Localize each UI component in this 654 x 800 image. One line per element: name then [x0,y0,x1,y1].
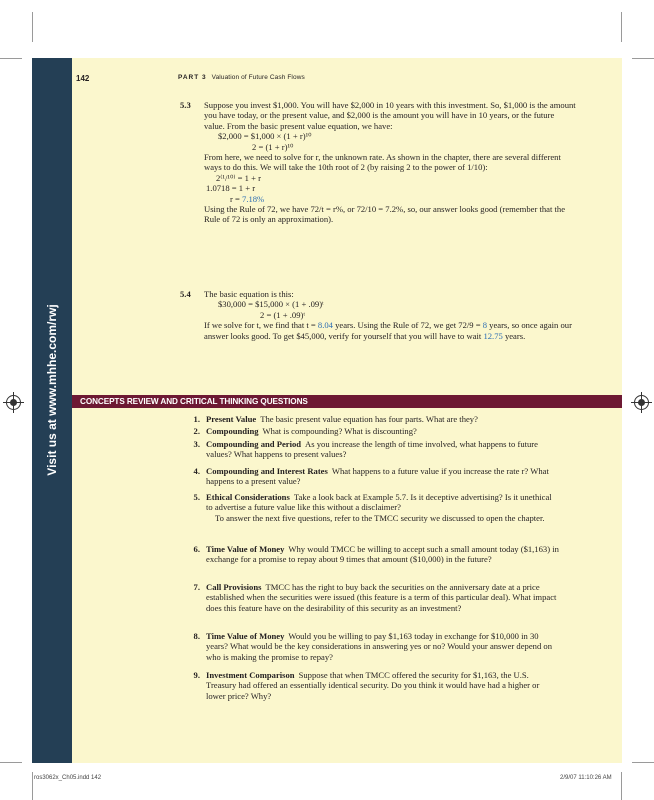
running-head [178,74,305,81]
equation [204,194,576,204]
crop-mark [32,772,33,800]
solution-number: 5.4 [180,289,191,299]
question-text: Would you be willing to pay $1,163 today in exchange for $10,000 in 30 years? What would be the key considerations in answering yes or no? Would your answer depend on who is making the promise to repay? [206,631,552,662]
question-title: Present Value [206,414,257,424]
question-title: Time Value of Money [206,544,285,554]
crop-mark [0,762,22,763]
crop-mark [32,12,33,42]
question-item [188,439,560,460]
solution-paragraph: If we solve for t, we find that t = 8.04 years. Using the Rule of 72, we get 72/9 = 8 years, so once again our answer looks good. To get $45,000, verify for yourself that you will have to wait 12.75 years. [204,320,572,341]
footer-file-name: ros3062x_Ch05.indd 142 [34,775,102,781]
solution-paragraph: Suppose you invest $1,000. You will have $2,000 in 10 years with this investment. So, $1,000 is the amount you have today, or the present value, and $2,000 is the amount you will have in 10 years, or the future value. From the basic present value equation, we have: [204,100,576,131]
crop-mark [632,58,654,59]
equation: $2,000 = $1,000 × (1 + r)¹⁰ [218,131,312,142]
question-title: Compounding [206,426,259,436]
question-item [188,466,560,487]
solution-paragraph: From here, we need to solve for r, the unknown rate. As shown in the chapter, there are several different ways to do this. We will take the 10th root of 2 (by raising 2 to the power of 1/10): [204,152,561,173]
equation: 2 = (1 + r)¹⁰ [252,141,294,152]
registration-mark-icon [634,395,649,410]
question-number: 8. [193,631,200,641]
question-number: 1. [193,414,200,424]
question-item [188,492,560,523]
question-title: Call Provisions [206,582,262,592]
question-number: 6. [193,544,200,554]
equation: 1.0718 = 1 + r [206,183,256,194]
question-title: Compounding and Period [206,439,302,449]
section-banner: CONCEPTS REVIEW AND CRITICAL THINKING QUESTIONS [72,395,622,408]
question-text: Take a look back at Example 5.7. Is it deceptive advertising? Is it unethical to advertise a future value like this without a disclaimer? [206,492,552,513]
question-text: As you increase the length of time involved, what happens to future values? What happens to present values? [206,439,538,460]
question-title: Investment Comparison [206,670,295,680]
question-title: Time Value of Money [206,631,285,641]
solution-paragraph: Using the Rule of 72, we have 72/t = r%, or 72/10 = 7.2%, so, our answer looks good (remember that the Rule of 72 is only an approximation). [204,204,566,225]
registration-mark-icon [6,395,21,410]
question-item [188,582,560,613]
solution-paragraph: The basic equation is this: [204,289,294,299]
question-item [188,631,560,662]
answer-value: 12.75 [483,330,503,341]
answer-value: 7.18% [242,193,265,204]
equation: 2 = (1 + .09)ᵗ [260,309,305,320]
question-text: TMCC has the right to buy back the securities on the anniversary date at a price established when the securities were issued (this feature is a term of this particular deal). What impact does this feature have on the desirability of this security as an investment? [206,582,557,613]
question-item [188,670,560,701]
crop-mark [632,762,654,763]
equation: $30,000 = $15,000 × (1 + .09)ᵗ [218,299,324,310]
sidebar-url-text: Visit us at www.mhhe.com/rwj [45,304,59,476]
question-number: 2. [193,426,200,436]
question-title: Ethical Considerations [206,492,290,502]
question-number: 7. [193,582,200,592]
footer-timestamp: 2/9/07 11:10:26 AM [560,775,612,781]
question-item [188,544,560,565]
part-label: PART 3 [178,74,207,81]
crop-mark [621,12,622,42]
question-item [188,426,560,436]
question-text: The basic present value equation has four parts. What are they? [260,414,478,424]
question-number: 4. [193,466,200,476]
question-title: Compounding and Interest Rates [206,466,328,476]
equation: 2⁽¹/¹⁰⁾ = 1 + r [216,172,261,183]
question-note: To answer the next five questions, refer to the TMCC security we discussed to open the chapter. [215,512,545,523]
question-text: What happens to a future value if you increase the rate r? What happens to a present value? [206,466,549,487]
page-number: 142 [76,74,90,83]
crop-mark [621,772,622,800]
question-text: Why would TMCC be willing to accept such a small amount today ($1,163) in exchange for a promise to repay about 9 times that amount ($10,000) in the future? [206,544,559,565]
question-number: 5. [193,492,200,502]
question-number: 3. [193,439,200,449]
solution-number: 5.3 [180,100,191,110]
answer-value: 8 [482,320,487,331]
question-item [188,414,560,424]
question-number: 9. [193,670,200,680]
question-text: What is compounding? What is discounting? [262,426,417,436]
equation-text: r = [230,193,243,204]
question-text: Suppose that when TMCC offered the security for $1,163, the U.S. Treasury had offered an essentially identical security. Do you think it would have had a higher or lower price? Why? [206,670,540,701]
answer-value: 8.04 [317,320,333,331]
crop-mark [0,58,22,59]
section-title: Valuation of Future Cash Flows [211,74,305,81]
